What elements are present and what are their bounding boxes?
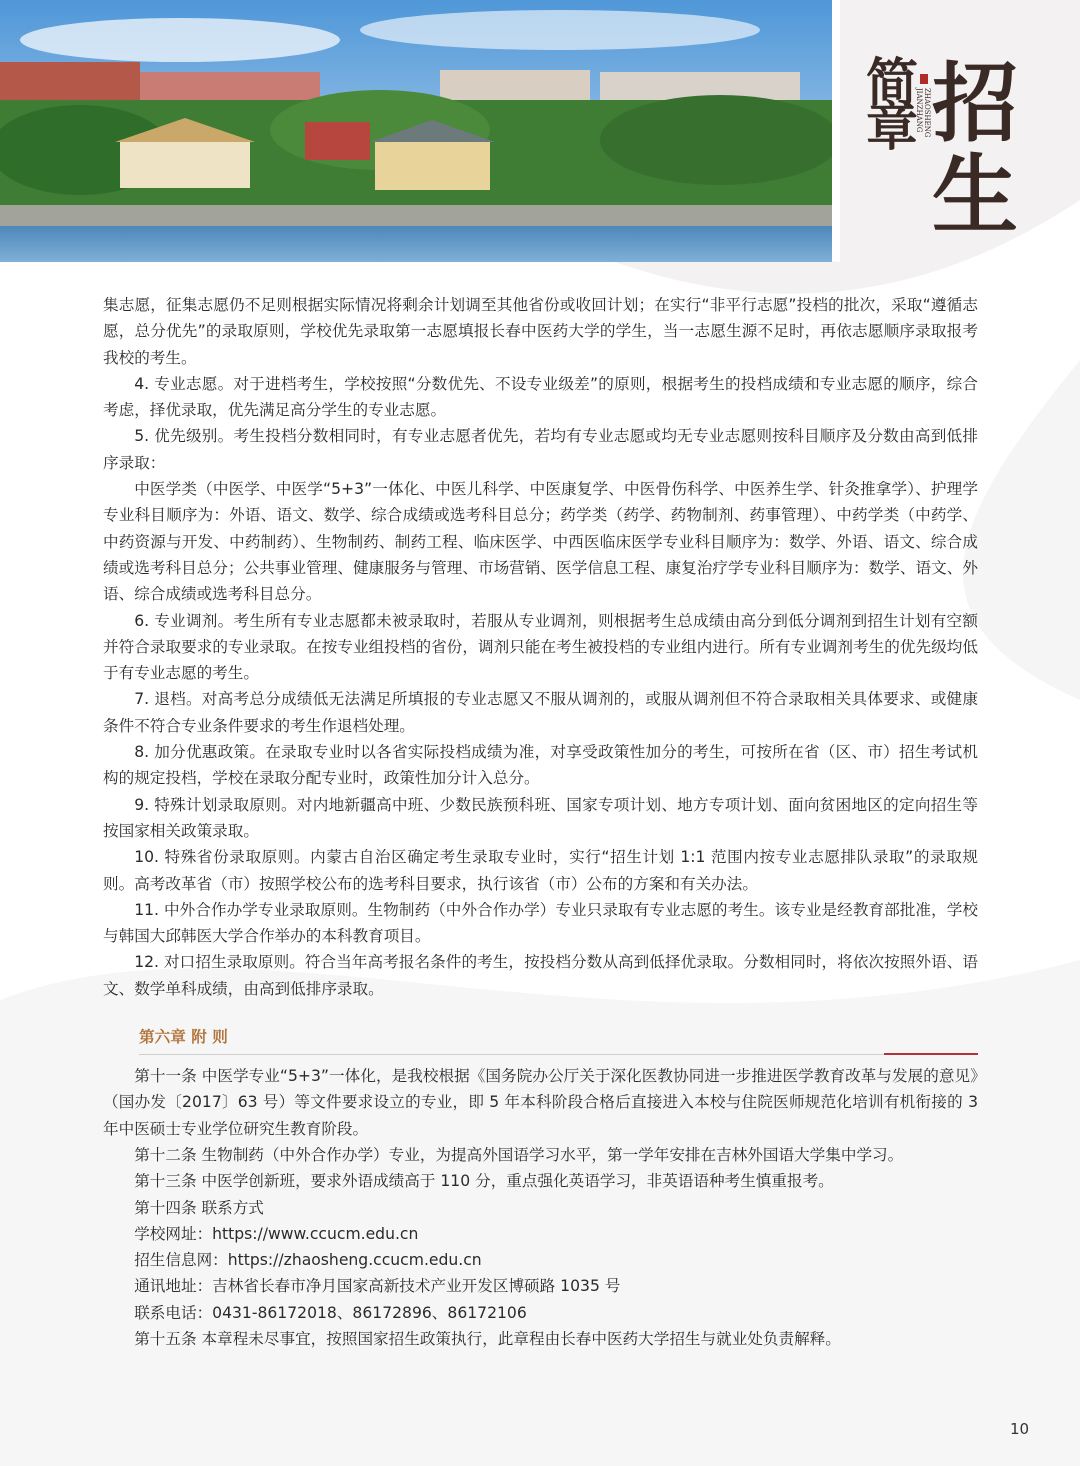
paragraph: 集志愿，征集志愿仍不足则根据实际情况将剩余计划调至其他省份或收回计划；在实行“非平行志愿”投档的批次，采取“遵循志愿，总分优先”的录取原则，学校优先录取第一志愿填报长春中医药大学的学生，当一志愿生源不足时，再依志愿顺序录取报考我校的考生。 [103,296,978,367]
brand-pinyin: ZHAOSHENG JIANZHANG [915,88,931,138]
paragraph: 5. 优先级别。考生投档分数相同时，有专业志愿者优先，若均有专业志愿或均无专业志愿则按科目顺序及分数由高到低排序录取： [103,427,978,472]
paragraph: 9. 特殊计划录取原则。对内地新疆高中班、少数民族预科班、国家专项计划、地方专项计划、面向贫困地区的定向招生等按国家相关政策录取。 [103,795,978,840]
document-content [103,292,978,1352]
article: 第十一条 中医学专业“5+3”一体化，是我校根据《国务院办公厅关于深化医教协同进一步推进医学教育改革与发展的意见》（国办发〔2017〕63 号）等文件要求设立的专业，即 5 年本科阶段合格后直接进入本校与住院医师规范化培训有机衔接的 3 年中医硕士专业学位研究生教育阶段。 [103,1067,978,1138]
paragraph: 10. 特殊省份录取原则。内蒙古自治区确定考生录取专业时，实行“招生计划 1:1 范围内按专业志愿排队录取”的录取规则。高考改革省（市）按照学校公布的选考科目要求，执行该省（市）公布的方案和有关办法。 [103,848,978,893]
contact-admissions-site: 招生信息网：https://zhaosheng.ccucm.edu.cn [134,1251,482,1270]
paragraph: 中医学类（中医学、中医学“5+3”一体化、中医儿科学、中医康复学、中医骨伤科学、中医养生学、针灸推拿学）、护理学专业科目顺序为：外语、语文、数学、综合成绩或选考科目总分；药学类（药学、药物制剂、药事管理）、中药学类（中药学、中药资源与开发、中药制药）、生物制药、制药工程、临床医学、中西医临床医学专业科目顺序为：数学、外语、语文、综合成绩或选考科目总分；公共事业管理、健康服务与管理、市场营销、医学信息工程、康复治疗学专业科目顺序为：数学、语文、外语、综合成绩或选考科目总分。 [103,480,978,604]
contact-phone: 联系电话：0431-86172018、86172896、86172106 [134,1303,527,1322]
brand-logo [862,53,1018,246]
campus-photo [0,0,832,262]
article: 第十二条 生物制药（中外合作办学）专业，为提高外国语学习水平，第一学年安排在吉林外国语大学集中学习。 [134,1145,904,1164]
article: 第十五条 本章程未尽事宜，按照国家招生政策执行，此章程由长春中医药大学招生与就业处负责解释。 [134,1329,841,1348]
brand-seal [920,74,928,84]
paragraph: 11. 中外合作办学专业录取原则。生物制药（中外合作办学）专业只录取有专业志愿的考生。该专业是经教育部批准，学校与韩国大邱韩医大学合作举办的本科教育项目。 [103,900,978,946]
contact-website: 学校网址：https://www.ccucm.edu.cn [134,1224,419,1243]
article: 第十四条 联系方式 [134,1198,264,1217]
paragraph: 6. 专业调剂。考生所有专业志愿都未被录取时，若服从专业调剂，则根据考生总成绩由高分到低分调剂到招生计划有空额并符合录取要求的专业录取。在按专业组投档的省份，调剂只能在考生被投档的专业组内进行。所有专业调剂考生的优先级均低于有专业志愿的考生。 [103,611,978,683]
contact-address: 通讯地址：吉林省长春市净月国家高新技术产业开发区博硕路 1035 号 [134,1277,621,1296]
section-divider-accent [884,1053,978,1055]
section-body [103,1063,978,1352]
page-number: 10 [1010,1420,1030,1438]
article: 第十三条 中医学创新班，要求外语成绩高于 110 分，重点强化英语学习，非英语语种考生慎重报考。 [134,1172,834,1191]
paragraph: 7. 退档。对高考总分成绩低无法满足所填报的专业志愿又不服从调剂的，或服从调剂但不符合录取相关具体要求、或健康条件不符合专业条件要求的考生作退档处理。 [103,690,978,735]
paragraph: 12. 对口招生录取原则。符合当年高考报名条件的考生，按投档分数从高到低择优录取。分数相同时，将依次按照外语、语文、数学单科成绩，由高到低排序录取。 [103,953,978,998]
section-divider [139,1054,978,1055]
brand-title-big: 招生 [932,53,1018,246]
section-title: 第六章 附 则 [139,1028,228,1047]
brand-title-small: 简章 [865,53,918,158]
section-heading [103,1021,978,1053]
paragraph: 4. 专业志愿。对于进档考生，学校按照“分数优先、不设专业级差”的原则，根据考生的投档成绩和专业志愿的顺序，综合考虑，择优录取，优先满足高分学生的专业志愿。 [103,374,978,420]
paragraph: 8. 加分优惠政策。在录取专业时以各省实际投档成绩为准，对享受政策性加分的考生，可按所在省（区、市）招生考试机构的规定投档，学校在录取分配专业时，政策性加分计入总分。 [103,743,978,788]
